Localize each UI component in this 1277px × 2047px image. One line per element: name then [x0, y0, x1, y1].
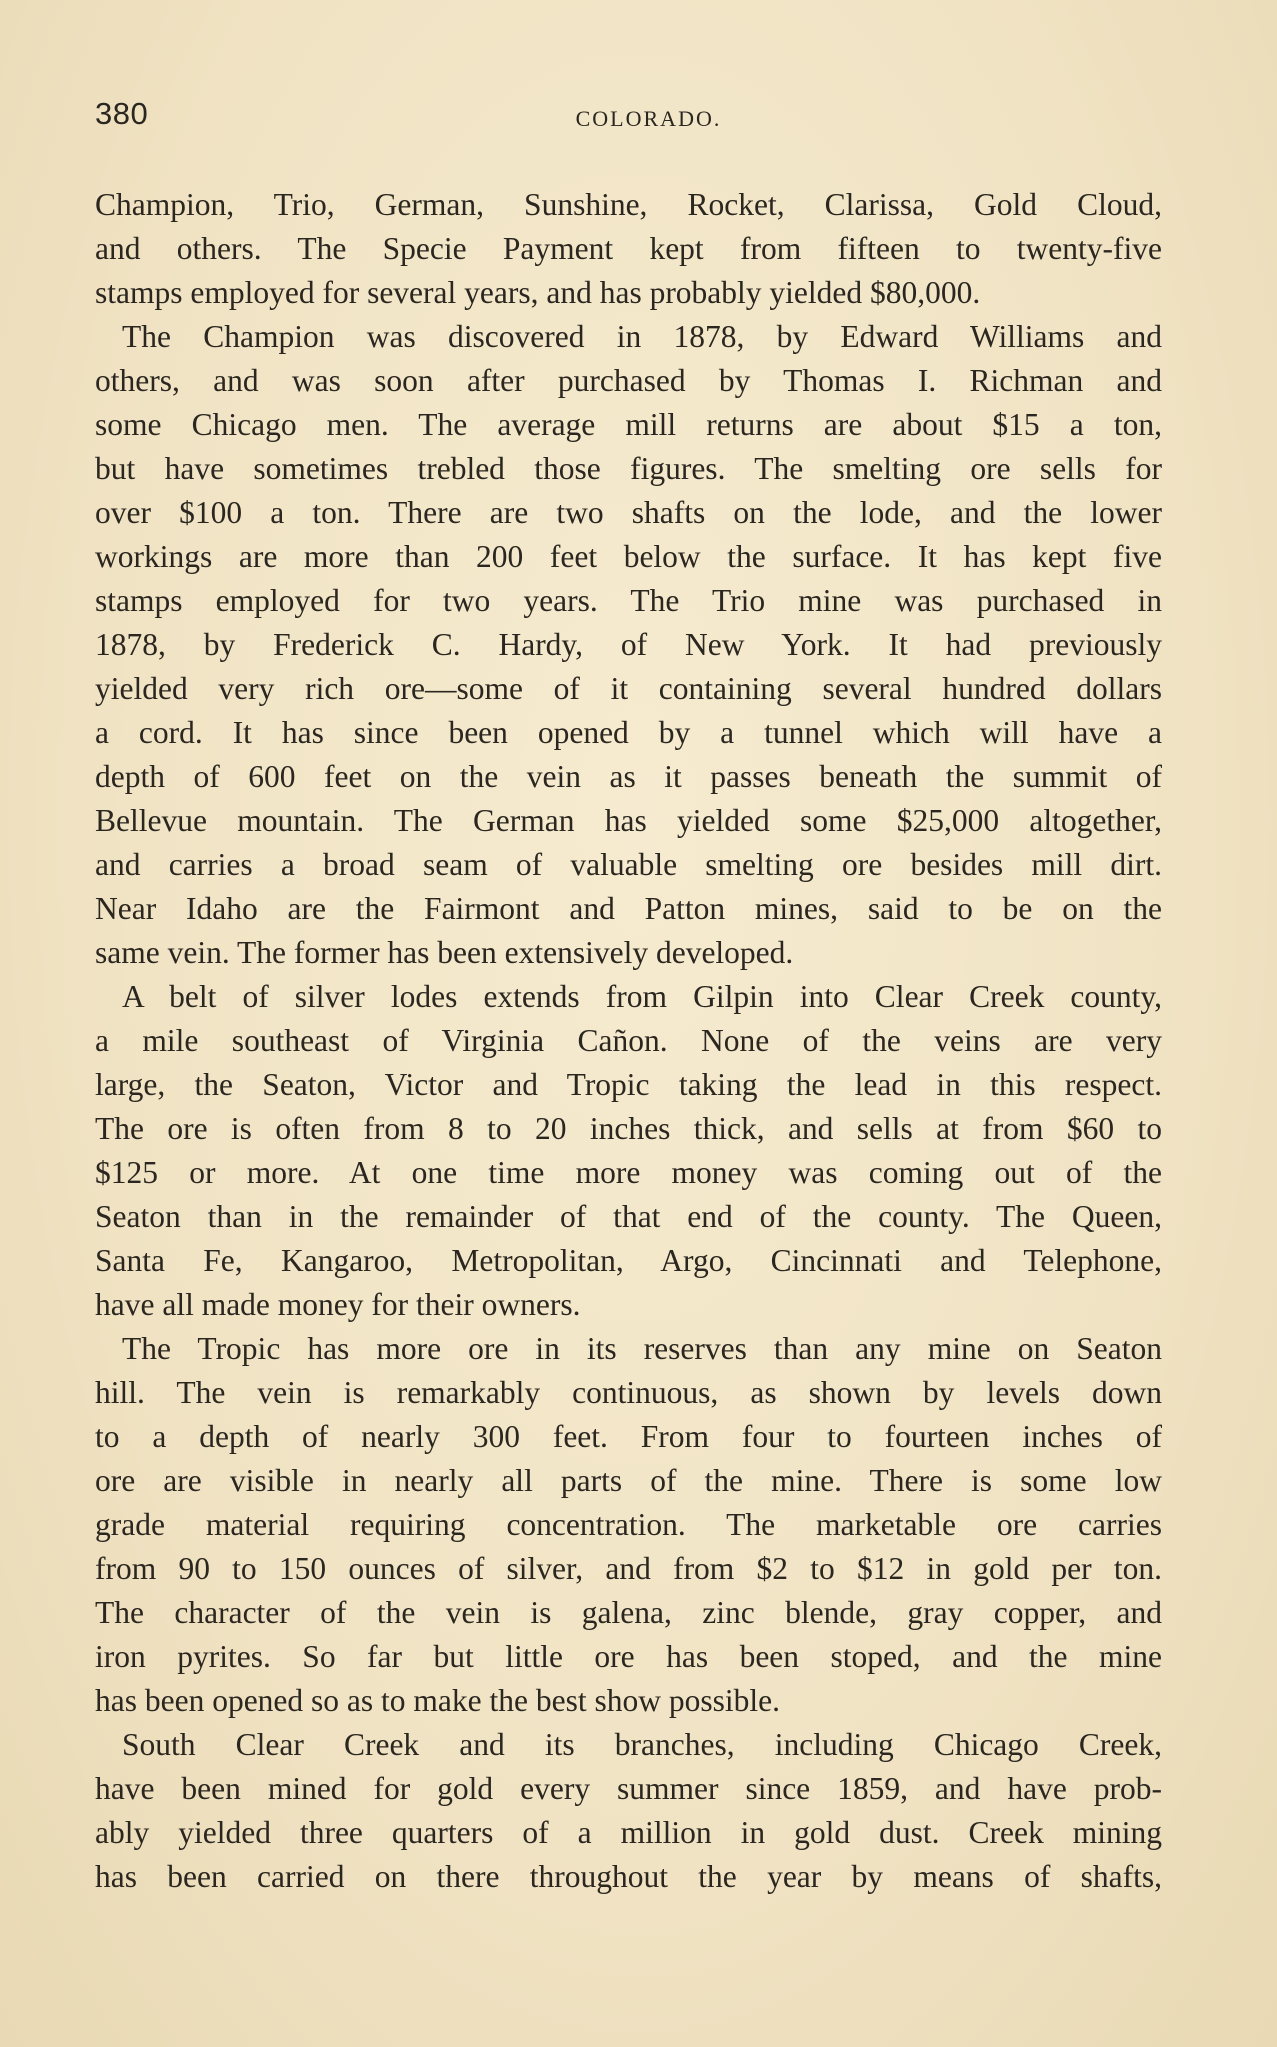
text-line: grade material requiring concentration. The marketable ore carries [95, 1507, 1162, 1542]
text-line: The Tropic has more ore in its reserves than any mine on Seaton [122, 1331, 1162, 1366]
text-line: large, the Seaton, Victor and Tropic taking the lead in this respect. [95, 1067, 1162, 1102]
page-number: 380 [95, 96, 149, 131]
text-line: Seaton than in the remainder of that end of the county. The Queen, [95, 1199, 1162, 1234]
text-line: South Clear Creek and its branches, including Chicago Creek, [122, 1727, 1162, 1762]
text-line: and others. The Specie Payment kept from fifteen to twenty-five [95, 231, 1162, 266]
text-line: have been mined for gold every summer since 1859, and have prob- [95, 1771, 1162, 1806]
text-line: Bellevue mountain. The German has yielded some $25,000 altogether, [95, 803, 1162, 838]
text-line: some Chicago men. The average mill returns are about $15 a ton, [95, 407, 1162, 442]
text-line: from 90 to 150 ounces of silver, and from $2 to $12 in gold per ton. [95, 1551, 1162, 1586]
text-line: Near Idaho are the Fairmont and Patton mines, said to be on the [95, 891, 1162, 926]
text-line: The Champion was discovered in 1878, by Edward Williams and [122, 319, 1162, 354]
text-line: iron pyrites. So far but little ore has been stoped, and the mine [95, 1639, 1162, 1674]
body-text [95, 183, 1162, 1899]
text-line: depth of 600 feet on the vein as it passes beneath the summit of [95, 759, 1162, 794]
text-line: a mile southeast of Virginia Cañon. None of the veins are very [95, 1023, 1162, 1058]
text-line: $125 or more. At one time more money was coming out of the [95, 1155, 1162, 1190]
text-line: Santa Fe, Kangaroo, Metropolitan, Argo, Cincinnati and Telephone, [95, 1243, 1162, 1278]
text-line: stamps employed for two years. The Trio mine was purchased in [95, 583, 1162, 618]
text-line: to a depth of nearly 300 feet. From four to fourteen inches of [95, 1419, 1162, 1454]
text-line: ably yielded three quarters of a million in gold dust. Creek mining [95, 1815, 1162, 1850]
text-line: have all made money for their owners. [95, 1287, 581, 1322]
text-line: has been opened so as to make the best show possible. [95, 1683, 780, 1718]
text-line: same vein. The former has been extensively developed. [95, 935, 794, 970]
text-line: The ore is often from 8 to 20 inches thick, and sells at from $60 to [95, 1111, 1162, 1146]
text-line: ore are visible in nearly all parts of the mine. There is some low [95, 1463, 1162, 1498]
text-line: A belt of silver lodes extends from Gilpin into Clear Creek county, [122, 979, 1162, 1014]
text-line: others, and was soon after purchased by Thomas I. Richman and [95, 363, 1162, 398]
running-head: COLORADO. [575, 106, 722, 131]
text-line: The character of the vein is galena, zinc blende, gray copper, and [95, 1595, 1162, 1630]
text-line: but have sometimes trebled those figures. The smelting ore sells for [95, 451, 1162, 486]
text-line: has been carried on there throughout the year by means of shafts, [95, 1859, 1162, 1894]
text-line: stamps employed for several years, and has probably yielded $80,000. [95, 275, 981, 310]
text-line: workings are more than 200 feet below the surface. It has kept five [95, 539, 1162, 574]
text-line: and carries a broad seam of valuable smelting ore besides mill dirt. [95, 847, 1162, 882]
text-line: yielded very rich ore—some of it containing several hundred dollars [95, 671, 1162, 706]
page-header [95, 96, 1162, 136]
text-line: over $100 a ton. There are two shafts on the lode, and the lower [95, 495, 1162, 530]
text-line: Champion, Trio, German, Sunshine, Rocket, Clarissa, Gold Cloud, [95, 187, 1162, 222]
text-line: a cord. It has since been opened by a tunnel which will have a [95, 715, 1162, 750]
text-line: hill. The vein is remarkably continuous, as shown by levels down [95, 1375, 1162, 1410]
text-line: 1878, by Frederick C. Hardy, of New York. It had previously [95, 627, 1162, 662]
